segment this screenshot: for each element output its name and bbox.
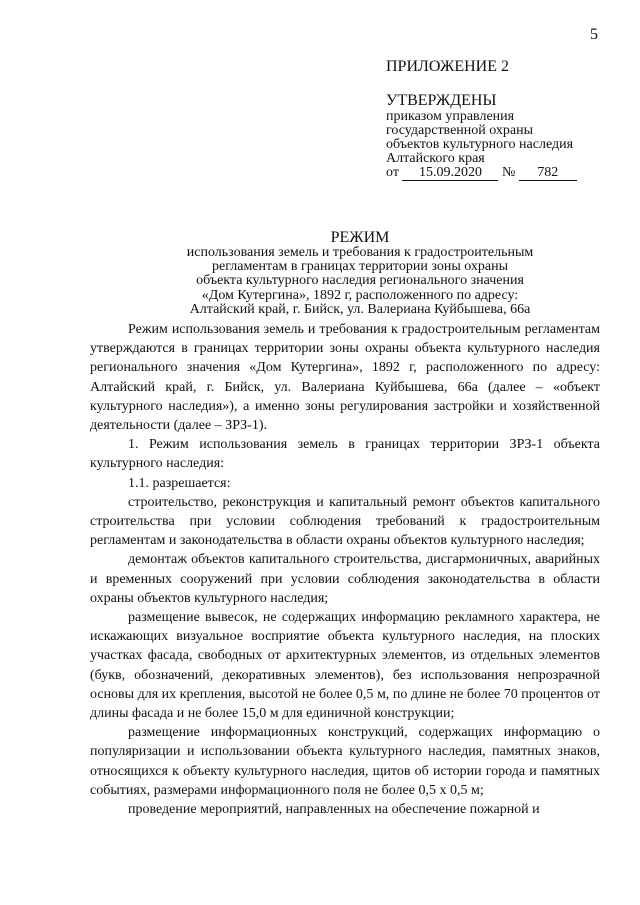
document-title: [130, 229, 590, 317]
title-line: Алтайский край, г. Бийск, ул. Валериана Куйбышева, 66а: [189, 301, 531, 317]
document-body: [90, 320, 600, 819]
approval-line: объектов культурного наследия: [386, 137, 574, 152]
body-paragraph: 1. Режим использования земель в границах территории ЗРЗ-1 объекта культурного наследия:: [90, 437, 600, 472]
title-line: использования земель и требования к градостроительным: [186, 245, 534, 260]
number-label: №: [501, 165, 516, 180]
body-paragraph: 1.1. разрешается:: [128, 475, 231, 491]
title-heading: РЕЖИМ: [330, 229, 390, 246]
appendix-label: ПРИЛОЖЕНИЕ 2: [386, 58, 510, 75]
approval-date: 15.09.2020: [402, 166, 498, 181]
body-paragraph: проведение мероприятий, направленных на обеспечение пожарной и: [128, 802, 540, 818]
approval-heading: УТВЕРЖДЕНЫ: [386, 92, 497, 109]
body-paragraph: строительство, реконструкция и капитальный ремонт объектов капитального строительства при условии соблюдения требований к градостроительным регламентам и законодательства в области охраны объектов культурного наследия;: [90, 494, 600, 549]
approval-date-line: [386, 166, 626, 181]
from-label: от: [386, 165, 399, 180]
body-paragraph: демонтаж объектов капитального строительства, дисгармоничных, аварийных и временных сооружений при условии соблюдения законодательства в области охраны объектов культурного наследия;: [90, 552, 600, 606]
approval-line: приказом управления: [386, 109, 515, 124]
page-number: 5: [590, 26, 598, 43]
title-line: «Дом Кутергина», 1892 г, расположенного по адресу:: [201, 287, 519, 303]
title-line: регламентам в границах территории зоны охраны: [212, 259, 508, 275]
approval-block: [386, 92, 626, 181]
approval-line: государственной охраны: [386, 123, 534, 138]
title-line: объекта культурного наследия регионального значения: [196, 273, 524, 289]
approval-number: 782: [519, 166, 577, 181]
approval-line: Алтайского края: [386, 151, 485, 166]
body-paragraph: Режим использования земель и требования к градостроительным регламентам утверждаются в границах территории зоны охраны объекта культурного наследия регионального значения «Дом Кутергина», 1892 г, расположенного по адресу: Алтайский край, г. Бийск, ул. Валериана Куйбышева, 66а (далее – «объект культурного наследия»), а именно зоны регулирования застройки и хозяйственной деятельности (далее – ЗРЗ-1).: [90, 322, 600, 434]
body-paragraph: размещение вывесок, не содержащих информацию рекламного характера, не искажающих визуальное восприятие объекта культурного наследия, на плоских участках фасада, свободных от архитектурных элементов, из отдельных элементов (букв, обозначений, декоративных элементов), без использования непрозрачной основы для их крепления, высотой не более 0,5 м, по длине не более 70 процентов от длины фасада и не более 15,0 м для единичной конструкции;: [90, 610, 600, 722]
body-paragraph: размещение информационных конструкций, содержащих информацию о популяризации и использовании объекта культурного наследия, памятных знаков, относящихся к объекту культурного наследия, щитов об истории города и памятных событиях, размерами информационного поля не более 0,5 х 0,5 м;: [90, 725, 600, 798]
